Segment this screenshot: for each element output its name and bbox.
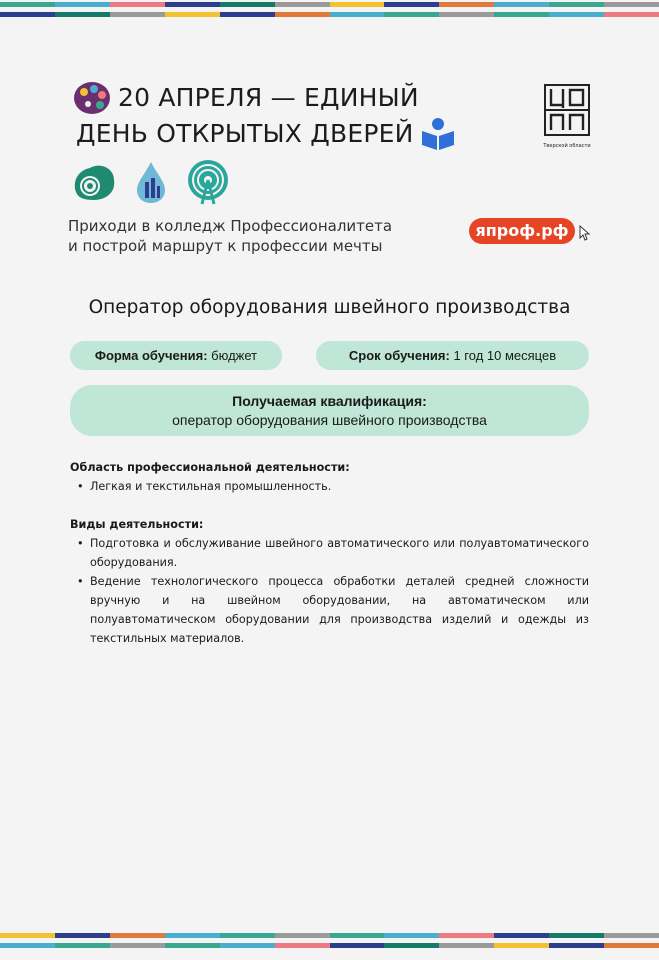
stripe-segment (165, 12, 220, 17)
stripe-segment (0, 933, 55, 938)
headline-line-2: ДЕНЬ ОТКРЫТЫХ ДВЕРЕЙ (76, 119, 414, 148)
stripe-segment (494, 933, 549, 938)
palette-icon (72, 80, 112, 116)
study-form-badge (70, 341, 282, 370)
stripe-segment (494, 2, 549, 7)
stripe-segment (494, 943, 549, 948)
qualification-label: Получаемая квалификация: (232, 393, 427, 409)
invite-line-1: Приходи в колледж Профессионалитета (68, 217, 393, 235)
stripe-row (0, 12, 659, 17)
stripe-row (0, 933, 659, 938)
stripe-segment (220, 933, 275, 938)
stripe-segment (110, 12, 165, 17)
stripe-segment (110, 2, 165, 7)
stripe-segment (275, 12, 330, 17)
headline (76, 80, 456, 152)
stripe-segment (494, 12, 549, 17)
study-form-label: Форма обучения: (94, 348, 208, 363)
stripe-segment (0, 12, 55, 17)
stripe-segment (384, 2, 439, 7)
stripe-segment (330, 12, 385, 17)
list-item: • Ведение технологического процесса обработки деталей средней сложности вручную и на швейном оборудовании, на автоматическом или полуавтоматическом оборудовании для производства изделий и одежды из текстильных материалов. (90, 572, 589, 648)
study-term-value: 1 год 10 месяцев (453, 348, 557, 363)
stripe-segment (110, 933, 165, 938)
area-section-title: Область профессиональной деятельности: (70, 461, 350, 474)
qualification-box (70, 385, 589, 436)
stripe-segment (55, 943, 110, 948)
stripe-segment (604, 12, 659, 17)
program-title: Оператор оборудования швейного производства (88, 297, 571, 318)
list-item: • Легкая и текстильная промышленность. (90, 477, 589, 496)
study-term-badge (316, 341, 589, 370)
stripe-segment (439, 12, 494, 17)
stripe-segment (55, 12, 110, 17)
invite-text (68, 216, 392, 256)
stripe-segment (604, 933, 659, 938)
cursor-icon (579, 225, 591, 241)
stripe-segment (330, 933, 385, 938)
stripe-row (0, 943, 659, 948)
bottom-stripes (0, 933, 659, 948)
program-description (70, 458, 589, 648)
stripe-segment (275, 943, 330, 948)
headline-line-1: 20 АПРЕЛЯ — ЕДИНЫЙ (118, 83, 419, 112)
textile-roll-icon (70, 158, 118, 206)
stripe-segment (220, 2, 275, 7)
copp-logo (543, 83, 591, 153)
logo-caption: Тверской области (543, 143, 591, 149)
stripe-segment (549, 943, 604, 948)
stripe-segment (604, 2, 659, 7)
stripe-segment (549, 12, 604, 17)
stripe-segment (330, 2, 385, 7)
area-list (70, 477, 589, 496)
stripe-segment (165, 933, 220, 938)
stripe-segment (220, 12, 275, 17)
stripe-segment (384, 12, 439, 17)
stripe-segment (549, 933, 604, 938)
study-term-label: Срок обучения: (348, 348, 450, 363)
activities-list (70, 534, 589, 648)
stripe-segment (384, 943, 439, 948)
antenna-icon (184, 158, 232, 206)
stripe-segment (165, 2, 220, 7)
site-link[interactable]: япроф.рф (469, 218, 575, 244)
stripe-segment (604, 943, 659, 948)
drop-city-icon (127, 158, 175, 206)
stripe-segment (55, 2, 110, 7)
stripe-segment (165, 943, 220, 948)
stripe-segment (0, 2, 55, 7)
stripe-segment (384, 933, 439, 938)
stripe-segment (275, 933, 330, 938)
stripe-segment (439, 943, 494, 948)
stripe-segment (330, 943, 385, 948)
stripe-segment (439, 2, 494, 7)
open-book-icon (420, 117, 456, 151)
stripe-segment (0, 943, 55, 948)
stripe-segment (439, 933, 494, 938)
stripe-segment (549, 2, 604, 7)
list-item: • Подготовка и обслуживание швейного автоматического или полуавтоматического оборудования. (90, 534, 589, 572)
stripe-segment (220, 943, 275, 948)
stripe-row (0, 2, 659, 7)
theme-icons (70, 158, 232, 206)
invite-line-2: и построй маршрут к профессии мечты (68, 237, 383, 255)
qualification-value: оператор оборудования швейного производства (172, 412, 487, 428)
stripe-segment (110, 943, 165, 948)
activities-section-title: Виды деятельности: (70, 518, 204, 531)
stripe-segment (275, 2, 330, 7)
stripe-segment (55, 933, 110, 938)
top-stripes (0, 2, 659, 17)
study-form-value: бюджет (211, 348, 258, 363)
